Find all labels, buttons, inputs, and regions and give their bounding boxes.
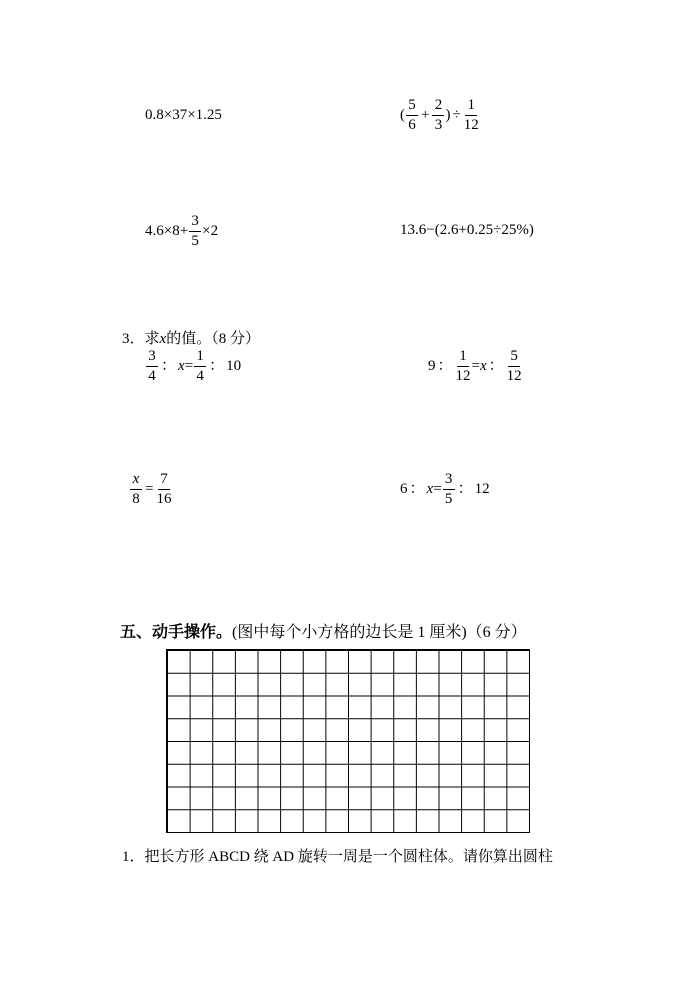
fraction: $\frac{1}{12}$: [463, 97, 479, 133]
fraction: $\frac{3}{5}$: [443, 472, 455, 507]
fraction: $\frac{3}{5}$: [189, 214, 201, 249]
equation-2: 9 ： $\frac{1}{12}$ = x ： $\frac{5}{12}$: [428, 348, 522, 384]
equation-3: $\frac{x}{8}$ = $\frac{7}{16}$: [129, 472, 172, 507]
fraction: $\frac{3}{4}$: [146, 349, 158, 384]
fraction: $\frac{x}{8}$: [130, 472, 142, 507]
expression-2: ( $\frac{5}{6}$ + $\frac{2}{3}$ ) ÷ $\frac{1}{12}$: [400, 97, 479, 133]
fraction: $\frac{5}{6}$: [406, 98, 418, 133]
equation-1: $\frac{3}{4}$ ： x = $\frac{1}{4}$ ： 10: [145, 349, 241, 384]
fraction: $\frac{1}{4}$: [194, 349, 206, 384]
expression-1: 0.8×37×1.25: [145, 107, 222, 123]
section-3-title: 3．求x的值。（8 分）: [122, 331, 260, 347]
fraction: $\frac{7}{16}$: [156, 471, 172, 507]
fraction: $\frac{5}{12}$: [506, 348, 522, 384]
question-1-text: 1．把长方形 ABCD 绕 AD 旋转一周是一个圆柱体。请你算出圆柱: [122, 849, 553, 865]
square-grid: [166, 649, 530, 833]
fraction: $\frac{2}{3}$: [432, 98, 444, 133]
expression-4: 13.6−(2.6+0.25÷25%): [400, 222, 534, 238]
section-5-title: 五、动手操作。(图中每个小方格的边长是 1 厘米)（6 分）: [120, 622, 527, 641]
expression-3: 4.6×8+ $\frac{3}{5}$ ×2: [145, 213, 219, 249]
equation-4: 6 ： x = $\frac{3}{5}$ ： 12: [400, 471, 490, 507]
fraction: $\frac{1}{12}$: [455, 348, 471, 384]
